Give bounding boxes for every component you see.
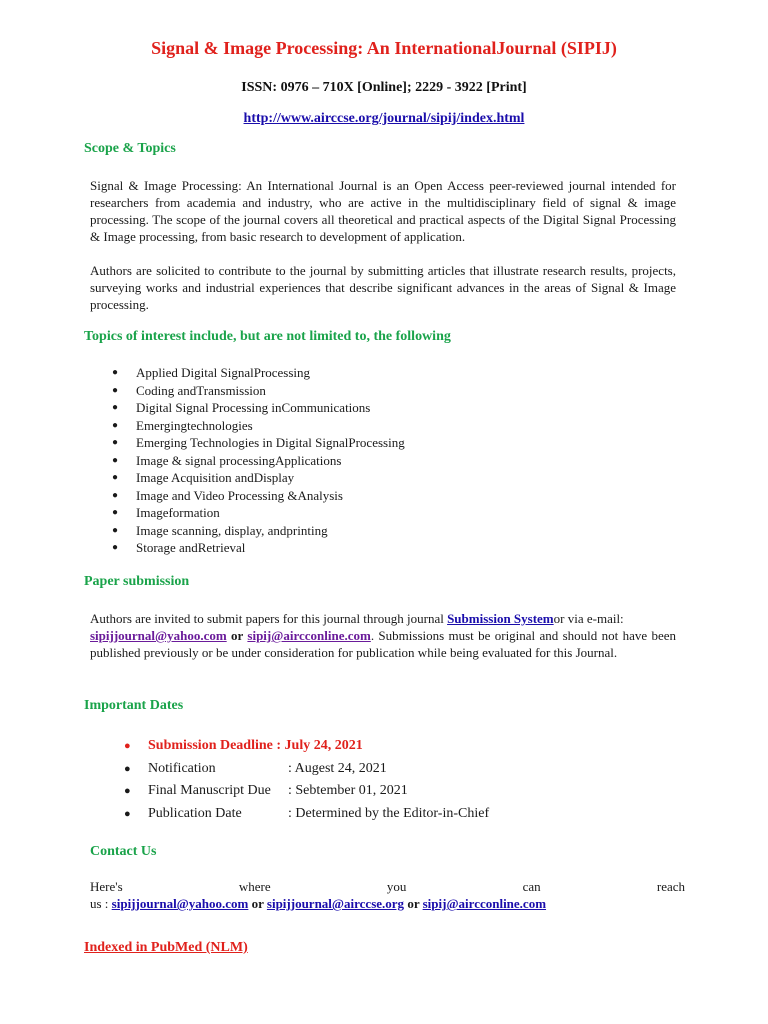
contact-word: where [238, 879, 271, 894]
date-label: Final Manuscript Due [148, 783, 271, 798]
contact-email-aircconline-link[interactable]: sipij@aircconline.com [422, 896, 547, 911]
submission-email-aircc-link[interactable]: sipij@aircconline.com [247, 628, 371, 643]
contact-prefix: us : [90, 896, 112, 911]
contact-word: Here's [90, 879, 123, 894]
contact-word: reach [656, 879, 685, 894]
submission-text-end: . Submissions must be original and should not have been published previously or be under consideration for publication while being evaluated for this Journal. [90, 628, 676, 660]
scope-paragraph-1: Signal & Image Processing: An International Journal is an Open Access peer-reviewed journal intended for researchers from academia and industry, who are active in the multidisciplinary field of signal & image processing. The scope of the journal covers all theoretical and practical aspects of the Digital Signal Processing & Image processing, from basic research to development of application. [90, 178, 676, 244]
submission-deadline: ● Submission Deadline : July 24, 2021 [124, 735, 489, 758]
topics-heading: Topics of interest include, but are not limited to, the following [84, 329, 451, 344]
topic-item: ● Emerging Technologies in Digital SignalProcessing [112, 434, 405, 452]
contact-or-text: or [248, 896, 267, 911]
submission-system-link[interactable]: Submission System [447, 611, 554, 626]
scope-paragraph-2: Authors are solicited to contribute to the journal by submitting articles that illustrate research results, projects, surveying works and industrial experiences that describe significant advances in the areas of Signal & Image processing. [90, 263, 676, 312]
date-item [124, 780, 489, 803]
contact-email-yahoo-link[interactable]: sipijjournal@yahoo.com [111, 896, 249, 911]
issn-line: ISSN: 0976 – 710X [Online]; 2229 - 3922 [Print] [241, 80, 527, 95]
contact-heading: Contact Us [90, 844, 157, 859]
journal-title: Signal & Image Processing: An InternationalJournal (SIPIJ) [151, 38, 617, 58]
topic-item: ● Image and Video Processing &Analysis [112, 487, 405, 505]
topic-item: ● Storage andRetrieval [112, 539, 405, 557]
scope-heading: Scope & Topics [84, 141, 176, 156]
date-label: Publication Date [148, 805, 242, 821]
contact-line-1 [90, 878, 685, 895]
submission-text-before: Authors are invited to submit papers for this journal through journal [90, 611, 448, 626]
topic-item: ● Coding andTransmission [112, 382, 405, 400]
date-value: : Sebtember 01, 2021 [288, 783, 408, 798]
submission-heading: Paper submission [84, 574, 190, 589]
contact-word: you [386, 879, 407, 894]
date-value: : Augest 24, 2021 [288, 760, 387, 776]
contact-or-text: or [404, 896, 423, 911]
topic-item: ● Imageformation [112, 504, 405, 522]
dates-heading: Important Dates [84, 698, 184, 713]
date-value: : Determined by the Editor-in-Chief [288, 805, 490, 821]
date-item [124, 758, 489, 781]
topic-item: ● Applied Digital SignalProcessing [112, 364, 405, 382]
contact-line-2 [90, 895, 546, 912]
topic-item: ● Image Acquisition andDisplay [112, 469, 405, 487]
contact-word: can [522, 879, 541, 894]
topics-list [112, 364, 405, 557]
topic-item: ● Image & signal processingApplications [112, 452, 405, 470]
submission-text-after: or via e-mail: [553, 611, 624, 626]
topic-item: ● Image scanning, display, andprinting [112, 522, 405, 540]
date-item [124, 803, 489, 826]
dates-list [124, 735, 489, 825]
topic-item: ● Emergingtechnologies [112, 417, 405, 435]
date-label: Notification [148, 760, 216, 776]
journal-url-line [0, 111, 768, 127]
submission-paragraph [90, 610, 676, 661]
submission-email-yahoo-link[interactable]: sipijjournal@yahoo.com [90, 628, 227, 643]
journal-url-link[interactable]: http://www.airccse.org/journal/sipij/index.html [243, 111, 525, 126]
submission-or-text: or [226, 628, 248, 643]
indexed-pubmed-link[interactable]: Indexed in PubMed (NLM) [84, 940, 248, 955]
topic-item: ● Digital Signal Processing inCommunications [112, 399, 405, 417]
contact-email-airccse-link[interactable]: sipijjournal@airccse.org [266, 896, 405, 911]
